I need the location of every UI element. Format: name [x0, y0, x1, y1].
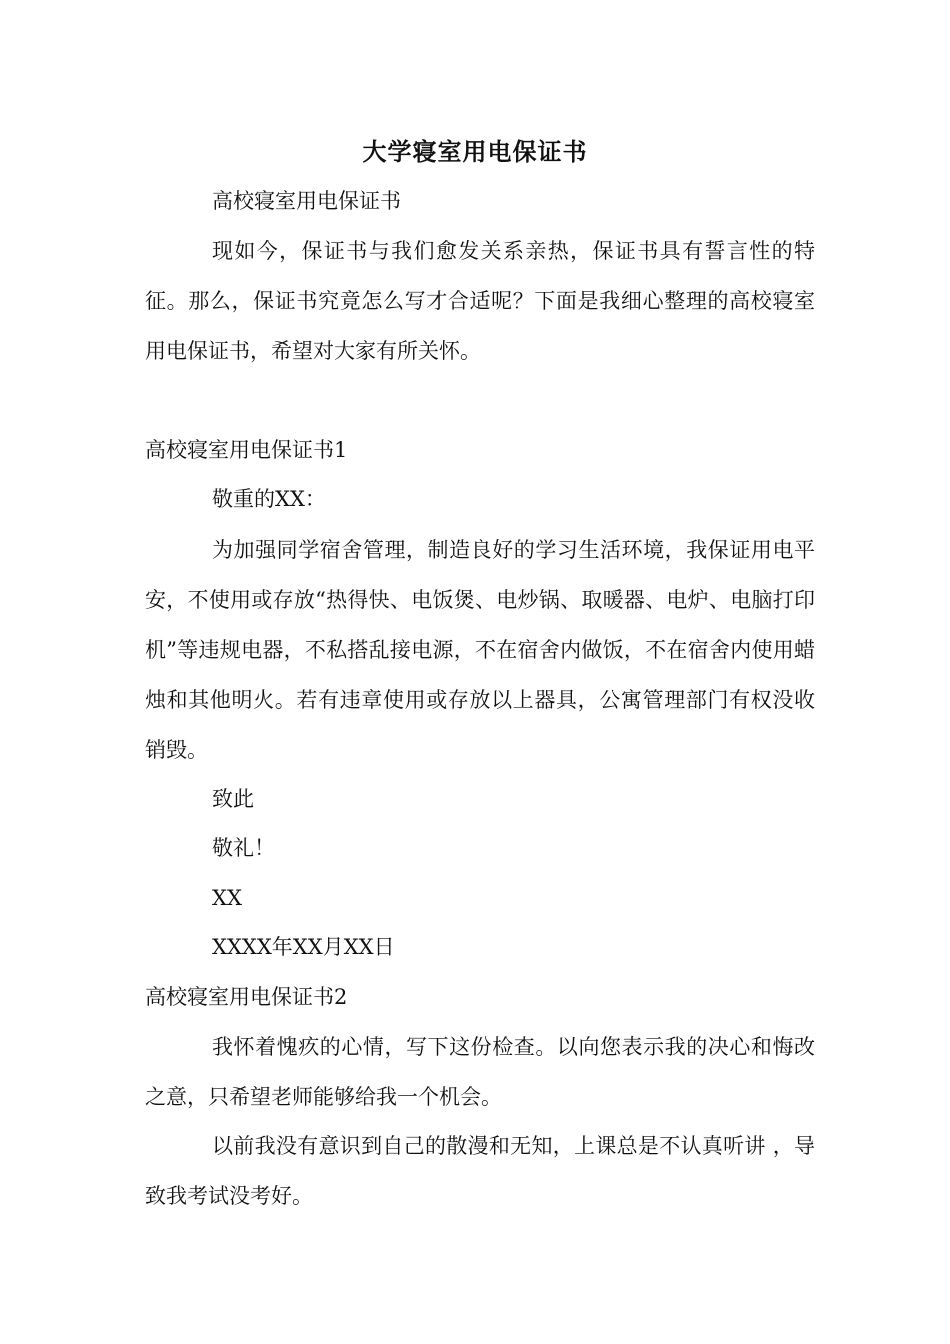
section1-closing-1: 致此: [212, 787, 254, 811]
section2-paragraph-2: 以前我没有意识到自己的散漫和无知，上课总是不认真听讲 ，导致我考试没考好。: [145, 1134, 815, 1208]
section1-body: 为加强同学宿舍管理，制造良好的学习生活环境，我保证用电平安，不使用或存放“热得快、电饭煲、电炒锅、取暖器、电炉、电脑打印机”等违规电器，不私搭乱接电源，不在宿舍内做饭，不在宿舍内使用蜡烛和其他明火。若有违章使用或存放以上器具，公寓管理部门有权没收销毁。: [145, 538, 815, 762]
document-subtitle: 高校寝室用电保证书: [212, 189, 401, 213]
section2-paragraph-1: 我怀着愧疚的心情，写下这份检查。以向您表示我的决心和悔改之意，只希望老师能够给我一个机会。: [145, 1035, 815, 1109]
section1-heading: 高校寝室用电保证书1: [145, 438, 348, 462]
section1-closing-2: 敬礼！: [212, 836, 275, 860]
intro-paragraph: 现如今，保证书与我们愈发关系亲热，保证书具有誓言性的特征。那么，保证书究竟怎么写才合适呢？下面是我细心整理的高校寝室用电保证书，希望对大家有所关怀。: [145, 239, 815, 363]
section1-signature: XX: [212, 886, 242, 910]
section2-heading: 高校寝室用电保证书2: [145, 985, 348, 1009]
section1-salutation: 敬重的XX：: [212, 487, 326, 511]
document-title: 大学寝室用电保证书: [362, 137, 588, 166]
section1-date: XXXX年XX月XX日: [212, 935, 395, 959]
